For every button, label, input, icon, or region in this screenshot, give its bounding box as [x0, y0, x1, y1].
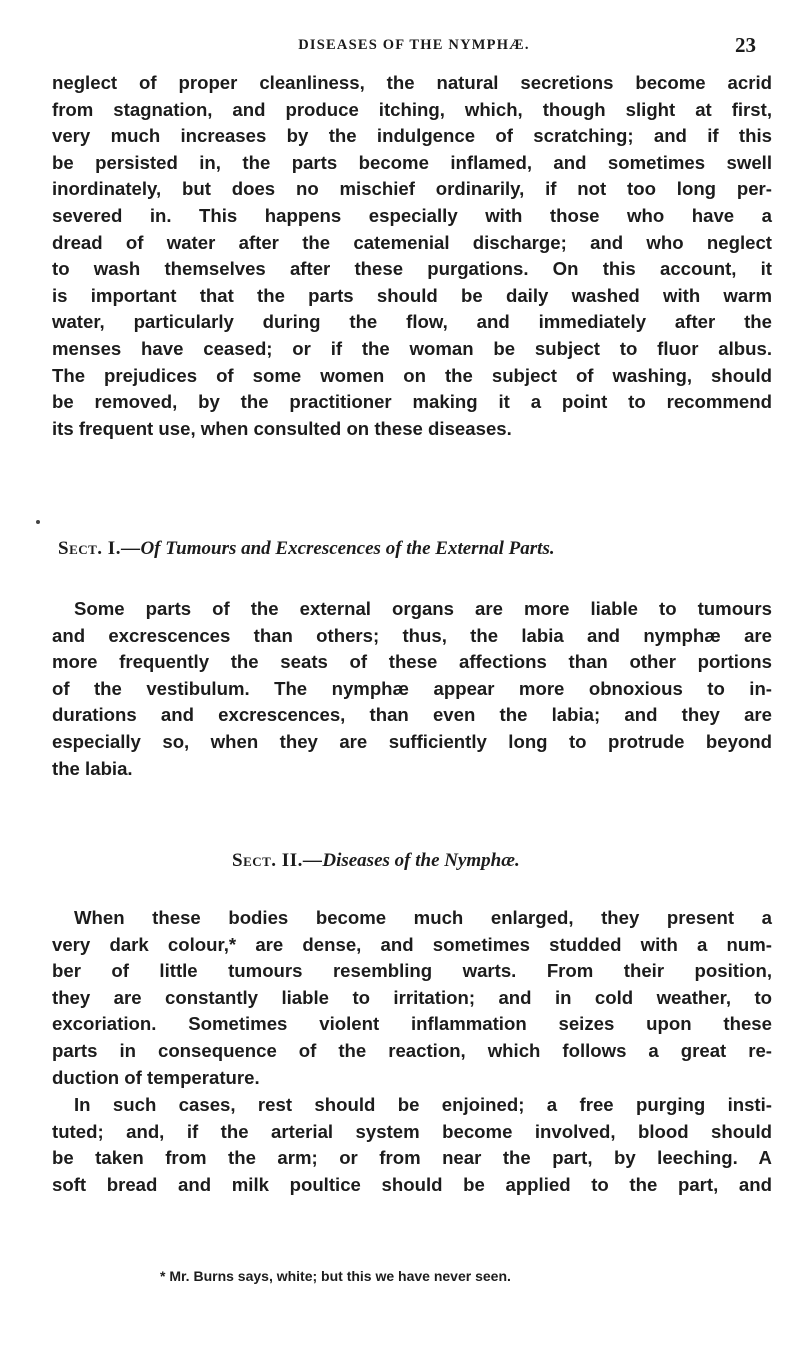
text-line: Some parts of the external organs are more liable to tumours — [74, 598, 772, 619]
text-line: of the vestibulum. The nymphæ appear more obnoxious to in- — [52, 677, 772, 699]
paragraph-1 — [52, 70, 772, 442]
text-line: duction of temperature. — [52, 1066, 260, 1088]
text-line: the labia. — [52, 757, 133, 779]
paragraph-3 — [52, 905, 772, 1091]
text-line: be removed, by the practitioner making it a point to recommend — [52, 391, 772, 413]
paragraph-text — [52, 70, 772, 442]
text-line: menses have ceased; or if the woman be subject to fluor albus. — [52, 337, 772, 359]
text-line: neglect of proper cleanliness, the natural secretions become acrid — [52, 72, 772, 93]
text-line: When these bodies become much enlarged, they present a — [74, 907, 772, 928]
paragraph-text — [52, 596, 772, 782]
text-line: its frequent use, when consulted on these diseases. — [52, 417, 512, 439]
paragraph-4 — [52, 1092, 772, 1198]
text-line: they are constantly liable to irritation; and in cold weather, to — [52, 986, 772, 1008]
text-line: soft bread and milk poultice should be applied to the part, and — [52, 1173, 772, 1195]
section-heading-1 — [58, 538, 778, 560]
running-head — [58, 34, 770, 56]
section-title: Of Tumours and Excrescences of the External Parts. — [140, 538, 555, 559]
text-line: severed in. This happens especially with those who have a — [52, 204, 772, 226]
text-line: very much increases by the indulgence of scratching; and if this — [52, 125, 772, 147]
text-line: water, particularly during the flow, and immediately after the — [52, 311, 772, 333]
section-label: Sect. I.— — [58, 538, 141, 559]
paragraph-text — [52, 1092, 772, 1198]
paragraph-text — [52, 905, 772, 1091]
text-line: more frequently the seats of these affections than other portions — [52, 651, 772, 673]
margin-mark — [36, 520, 40, 524]
text-line: In such cases, rest should be enjoined; a free purging insti- — [74, 1094, 772, 1115]
text-line: and excrescences than others; thus, the labia and nymphæ are — [52, 624, 772, 646]
page-number: 23 — [735, 33, 756, 57]
running-title: DISEASES OF THE NYMPHÆ. — [298, 37, 530, 53]
text-line: parts in consequence of the reaction, which follows a great re- — [52, 1039, 772, 1061]
text-line: especially so, when they are sufficiently long to protrude beyond — [52, 730, 772, 752]
paragraph-2 — [52, 596, 772, 782]
text-line: The prejudices of some women on the subject of washing, should — [52, 364, 772, 386]
text-line: excoriation. Sometimes violent inflammation seizes upon these — [52, 1013, 772, 1035]
text-line: dread of water after the catemenial discharge; and who neglect — [52, 231, 772, 253]
section-title: Diseases of the Nymphæ. — [322, 850, 520, 871]
footnote: * Mr. Burns says, white; but this we have never seen. — [160, 1268, 511, 1284]
text-line: be persisted in, the parts become inflamed, and sometimes swell — [52, 151, 772, 173]
text-line: be taken from the arm; or from near the part, by leeching. A — [52, 1147, 772, 1169]
text-line: inordinately, but does no mischief ordinarily, if not too long per- — [52, 178, 772, 200]
text-line: is important that the parts should be daily washed with warm — [52, 284, 772, 306]
text-line: from stagnation, and produce itching, which, though slight at first, — [52, 98, 772, 120]
section-heading-2 — [232, 850, 800, 872]
text-line: durations and excrescences, than even the labia; and they are — [52, 704, 772, 726]
text-line: tuted; and, if the arterial system become involved, blood should — [52, 1120, 772, 1142]
text-line: ber of little tumours resembling warts. From their position, — [52, 960, 772, 982]
text-line: very dark colour,* are dense, and sometimes studded with a num- — [52, 933, 772, 955]
text-line: to wash themselves after these purgations. On this account, it — [52, 258, 772, 280]
section-label: Sect. II.— — [232, 850, 323, 871]
